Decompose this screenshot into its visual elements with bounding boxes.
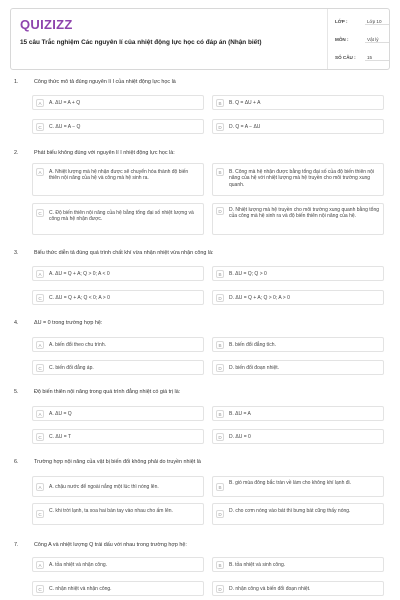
option-b[interactable] (212, 266, 384, 281)
option-letter: A (36, 410, 44, 418)
option-letter: C (36, 294, 44, 302)
meta-panel (327, 9, 391, 69)
option-b[interactable] (212, 163, 384, 196)
option-d[interactable] (212, 581, 384, 596)
option-letter: B (216, 99, 224, 107)
question-text: Trường hợp nội năng của vật bị biến đổi không phải do truyền nhiệt là (34, 459, 201, 465)
option-text: C. biến đổi đẳng áp. (49, 365, 94, 371)
meta-count (335, 53, 389, 63)
question-number: 5. (14, 389, 19, 395)
option-b[interactable] (212, 406, 384, 421)
option-text: A. chậu nước để ngoài nắng một lúc thì nóng lên. (49, 484, 159, 490)
worksheet-header (10, 8, 390, 70)
option-letter: D (216, 207, 224, 215)
option-c[interactable] (32, 119, 204, 134)
option-text: B. Q = ΔU + A (229, 100, 261, 106)
option-letter: C (36, 510, 44, 518)
option-d[interactable] (212, 360, 384, 375)
quizizz-logo: QUIZIZZ (20, 17, 73, 32)
question-text: Công thức mô tả đúng nguyên lí I của nhiệt động lực học là (34, 79, 176, 85)
option-c[interactable] (32, 581, 204, 596)
option-text: D. ΔU = 0 (229, 434, 251, 440)
option-a[interactable] (32, 476, 204, 497)
option-letter: B (216, 483, 224, 491)
option-c[interactable] (32, 360, 204, 375)
option-d[interactable] (212, 429, 384, 444)
option-letter: B (216, 341, 224, 349)
question-3 (10, 250, 390, 310)
option-text: A. ΔU = Q + A; Q > 0; A < 0 (49, 271, 110, 277)
option-letter: C (36, 209, 44, 217)
option-letter: C (36, 123, 44, 131)
option-c[interactable] (32, 290, 204, 305)
option-text: B. ΔU = Q; Q > 0 (229, 271, 267, 277)
option-d[interactable] (212, 290, 384, 305)
option-text: A. ΔU = A + Q (49, 100, 81, 106)
question-number: 4. (14, 320, 19, 326)
option-a[interactable] (32, 557, 204, 572)
option-text: D. nhận công và biến đổi đoạn nhiệt. (229, 586, 311, 592)
question-text: Độ biến thiên nội năng trong quá trình đẳng nhiệt có giá trị là: (34, 389, 181, 395)
meta-value: Lớp 10 (365, 19, 389, 25)
question-7 (10, 542, 390, 600)
option-b[interactable] (212, 337, 384, 352)
option-text: C. ΔU = A − Q (49, 124, 81, 130)
meta-value: 15 (365, 55, 389, 61)
option-a[interactable] (32, 337, 204, 352)
question-number: 2. (14, 150, 19, 156)
meta-class (335, 17, 389, 27)
option-letter: C (36, 364, 44, 372)
option-b[interactable] (212, 95, 384, 110)
option-text: D. biến đổi đoạn nhiệt. (229, 365, 280, 371)
option-letter: A (36, 341, 44, 349)
page-title: 15 câu Trắc nghiệm Các nguyên lí của nhiệt động lực học có đáp án (Nhận biết) (20, 39, 262, 46)
option-text: B. biến đổi đẳng tích. (229, 342, 276, 348)
option-letter: D (216, 433, 224, 441)
option-letter: D (216, 585, 224, 593)
option-text: C. ΔU = Q + A; Q < 0; A > 0 (49, 295, 110, 301)
question-text: ΔU = 0 trong trường hợp hệ: (34, 320, 103, 326)
option-text: A. tỏa nhiệt và nhận công. (49, 562, 108, 568)
option-text: D. ΔU = Q + A; Q > 0; A > 0 (229, 295, 290, 301)
question-text: Biểu thức diễn tả đúng quá trình chất khí vừa nhận nhiệt vừa nhận công là: (34, 250, 214, 256)
option-letter: A (36, 99, 44, 107)
option-text: D. cho cơm nóng vào bát thì bưng bát cũng thấy nóng. (229, 508, 351, 514)
option-text: C. ΔU = T (49, 434, 72, 440)
meta-subject (335, 35, 389, 45)
option-c[interactable] (32, 203, 204, 235)
option-text: C. nhận nhiệt và nhận công. (49, 586, 112, 592)
option-letter: C (36, 585, 44, 593)
option-text: D. Q = A − ΔU (229, 124, 261, 130)
option-letter: A (36, 270, 44, 278)
option-letter: B (216, 561, 224, 569)
question-6 (10, 459, 390, 531)
question-4 (10, 320, 390, 380)
question-number: 7. (14, 542, 19, 548)
question-number: 3. (14, 250, 19, 256)
option-text: B. gió mùa đông bắc tràn về làm cho không khí lạnh đi. (229, 480, 352, 486)
option-text: B. Công mà hệ nhận được bằng tổng đại số của độ biến thiên nội năng của hệ với nhiệt lượng mà hệ truyền cho môi trường xung quanh. (229, 169, 375, 188)
option-letter: D (216, 294, 224, 302)
meta-label: LỚP : (335, 19, 348, 24)
question-2 (10, 150, 390, 240)
question-5 (10, 389, 390, 449)
option-d[interactable] (212, 503, 384, 525)
question-number: 6. (14, 459, 19, 465)
option-a[interactable] (32, 266, 204, 281)
option-c[interactable] (32, 429, 204, 444)
option-text: A. Nhiệt lượng mà hệ nhận được sẽ chuyển hóa thành độ biến thiên nội năng của hệ và công mà hệ sinh ra. (49, 169, 189, 182)
option-text: B. tỏa nhiệt và sinh công. (229, 562, 286, 568)
option-text: A. ΔU = Q (49, 411, 72, 417)
option-text: B. ΔU = A (229, 411, 251, 417)
option-letter: B (216, 410, 224, 418)
option-letter: C (36, 433, 44, 441)
option-c[interactable] (32, 503, 204, 525)
option-letter: D (216, 510, 224, 518)
option-text: C. khi trời lạnh, ta xoa hai bàn tay vào nhau cho ấm lên. (49, 508, 173, 514)
question-1 (10, 79, 390, 137)
option-a[interactable] (32, 95, 204, 110)
option-b[interactable] (212, 557, 384, 572)
option-d[interactable] (212, 203, 384, 235)
option-letter: B (216, 270, 224, 278)
option-letter: A (36, 483, 44, 491)
meta-label: SỐ CÂU : (335, 55, 356, 60)
option-letter: A (36, 168, 44, 176)
option-a[interactable] (32, 163, 204, 196)
option-b[interactable] (212, 476, 384, 497)
option-letter: D (216, 123, 224, 131)
question-number: 1. (14, 79, 19, 85)
option-letter: D (216, 364, 224, 372)
question-text: Phát biểu không đúng với nguyên lí I nhiệt động lực học là: (34, 150, 175, 156)
meta-value: Vật lý (365, 37, 389, 43)
question-text: Công A và nhiệt lượng Q trái dấu với nhau trong trường hợp hệ: (34, 542, 187, 548)
option-d[interactable] (212, 119, 384, 134)
option-letter: B (216, 168, 224, 176)
option-text: D. Nhiệt lượng mà hệ truyền cho môi trường xung quanh bằng tổng của công mà hệ sinh ra và độ biến thiên nội năng của hệ. (229, 207, 380, 220)
option-a[interactable] (32, 406, 204, 421)
option-letter: A (36, 561, 44, 569)
meta-label: MÔN : (335, 37, 349, 42)
option-text: C. Độ biến thiên nội năng của hệ bằng tổng đại số nhiệt lượng và công mà hệ nhận được. (49, 210, 194, 223)
option-text: A. biến đổi theo chu trình. (49, 342, 106, 348)
